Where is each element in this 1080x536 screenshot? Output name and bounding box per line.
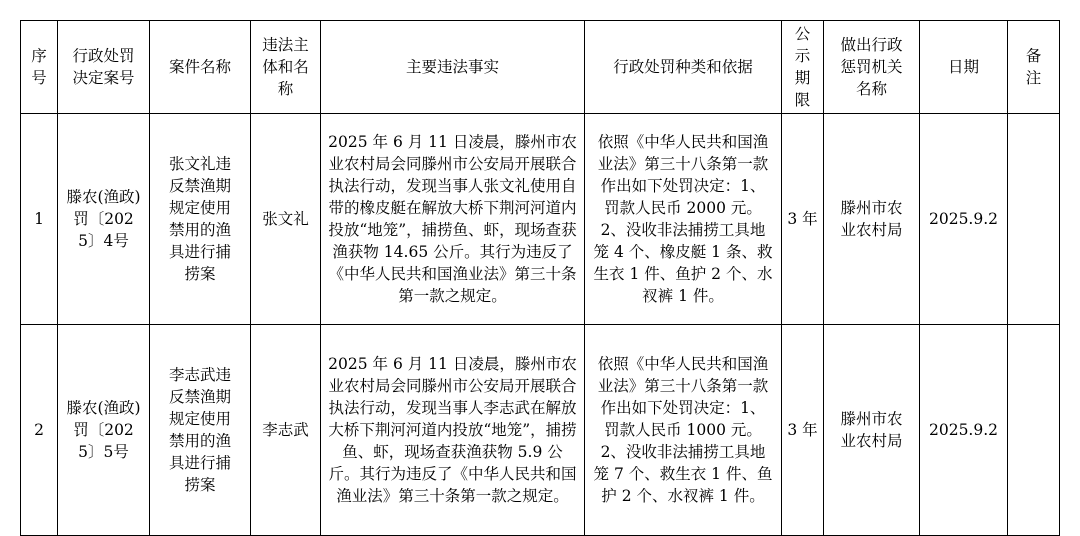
header-authority: 做出行政惩罚机关名称 [824, 21, 920, 114]
cell-date: 2025.9.2 [920, 325, 1008, 536]
header-remark: 备注 [1008, 21, 1060, 114]
cell-case-name: 张文礼违反禁渔期规定使用禁用的渔具进行捕捞案 [150, 114, 251, 325]
table-row [21, 114, 1060, 325]
cell-facts: 2025 年 6 月 11 日凌晨，滕州市农业农村局会同滕州市公安局开展联合执法行动，发现当事人张文礼使用自带的橡皮艇在解放大桥下荆河河道内投放“地笼”，捕捞鱼、虾，现场查获渔获物 14.65 公斤。其行为违反了《中华人民共和国渔业法》第三十条第一款之规定。 [321, 114, 585, 325]
header-period: 公示期限 [782, 21, 824, 114]
cell-authority: 滕州市农业农村局 [824, 114, 920, 325]
cell-no: 2 [21, 325, 58, 536]
header-case-name: 案件名称 [150, 21, 251, 114]
cell-remark [1008, 114, 1060, 325]
cell-remark [1008, 325, 1060, 536]
cell-date: 2025.9.2 [920, 114, 1008, 325]
header-basis: 行政处罚种类和依据 [585, 21, 782, 114]
header-no: 序号 [21, 21, 58, 114]
table-header-row [21, 21, 1060, 114]
cell-case-no: 滕农(渔政)罚〔2025〕4号 [58, 114, 150, 325]
header-case-no: 行政处罚决定案号 [58, 21, 150, 114]
cell-period: 3 年 [782, 114, 824, 325]
cell-subject: 李志武 [251, 325, 321, 536]
penalty-table [20, 20, 1060, 536]
cell-basis: 依照《中华人民共和国渔业法》第三十八条第一款作出如下处罚决定：1、罚款人民币 1000 元。2、没收非法捕捞工具地笼 7 个、救生衣 1 件、鱼护 2 个、水衩裤 1 件。 [585, 325, 782, 536]
table-row [21, 325, 1060, 536]
cell-authority: 滕州市农业农村局 [824, 325, 920, 536]
cell-basis: 依照《中华人民共和国渔业法》第三十八条第一款作出如下处罚决定：1、罚款人民币 2000 元。2、没收非法捕捞工具地笼 4 个、橡皮艇 1 条、救生衣 1 件、鱼护 2 个、水衩裤 1 件。 [585, 114, 782, 325]
cell-case-no: 滕农(渔政)罚〔2025〕5号 [58, 325, 150, 536]
cell-period: 3 年 [782, 325, 824, 536]
cell-no: 1 [21, 114, 58, 325]
cell-facts: 2025 年 6 月 11 日凌晨，滕州市农业农村局会同滕州市公安局开展联合执法行动，发现当事人李志武在解放大桥下荆河河道内投放“地笼”，捕捞鱼、虾，现场查获渔获物 5.9 公斤。其行为违反了《中华人民共和国渔业法》第三十条第一款之规定。 [321, 325, 585, 536]
cell-case-name: 李志武违反禁渔期规定使用禁用的渔具进行捕捞案 [150, 325, 251, 536]
cell-subject: 张文礼 [251, 114, 321, 325]
header-date: 日期 [920, 21, 1008, 114]
header-facts: 主要违法事实 [321, 21, 585, 114]
header-subject: 违法主体和名称 [251, 21, 321, 114]
